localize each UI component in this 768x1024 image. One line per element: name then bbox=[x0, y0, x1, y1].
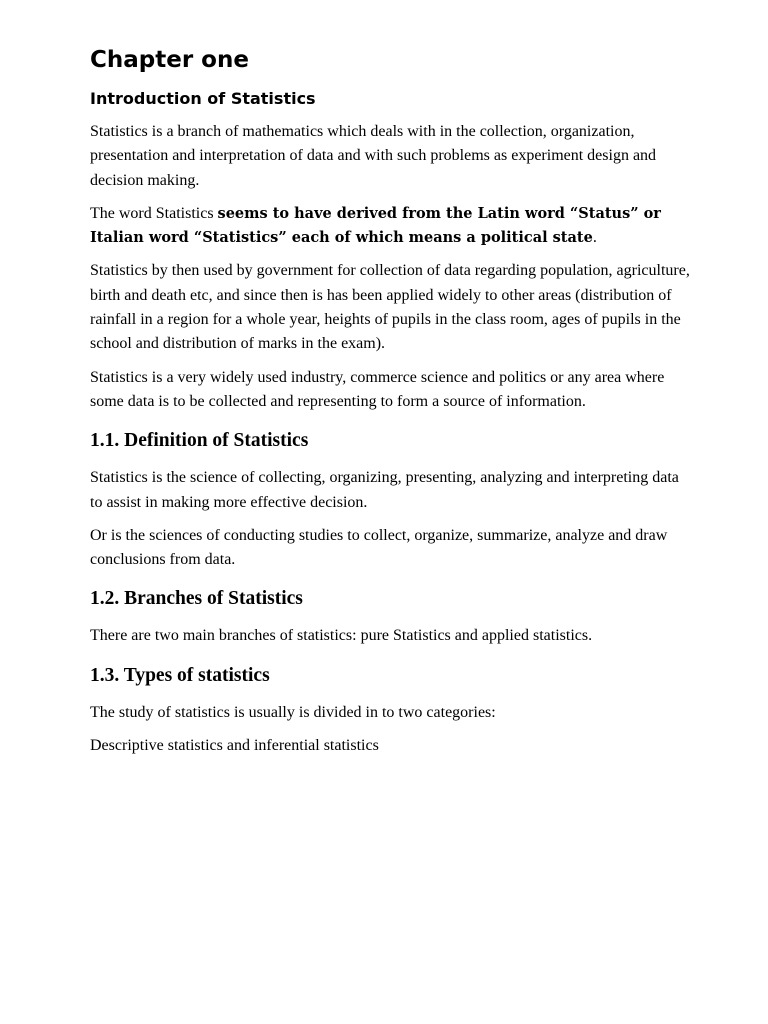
intro-paragraph-2 bbox=[90, 202, 690, 251]
section-1-1-heading: 1.1. Definition of Statistics bbox=[90, 430, 309, 452]
section-1-1-paragraph-1: Statistics is the science of collecting, organizing, presenting, analyzing and interpreting data to assist in making more effective decision. bbox=[90, 469, 679, 511]
chapter-title: Chapter one bbox=[90, 47, 249, 73]
document-page bbox=[90, 44, 690, 767]
intro-paragraph-1: Statistics is a branch of mathematics which deals with in the collection, organization, presentation and interpretation of data and with such problems as experiment design and decision making. bbox=[90, 123, 657, 189]
section-1-3-heading: 1.3. Types of statistics bbox=[90, 664, 270, 686]
section-1-1-paragraph-2: Or is the sciences of conducting studies to collect, organize, summarize, analyze and draw conclusions from data. bbox=[90, 526, 668, 569]
intro-paragraph-4: Statistics is a very widely used industry, commerce science and politics or any area where some data is to be collected and representing to form a source of information. bbox=[90, 368, 665, 410]
intro-paragraph-2-lead: The word Statistics bbox=[90, 204, 218, 222]
intro-paragraph-3: Statistics by then used by government for collection of data regarding population, agriculture, birth and death etc, and since then is has been applied widely to other areas (distribution of rainfall in a region for a whole year, heights of pupils in the class room, ages of pupils in the school and distribution of marks in the exam). bbox=[90, 262, 690, 353]
section-1-2-paragraph-1: There are two main branches of statistics: pure Statistics and applied statistics. bbox=[90, 627, 593, 645]
section-1-3-paragraph-1: The study of statistics is usually is divided in to two categories: bbox=[90, 703, 496, 721]
intro-paragraph-2-end: . bbox=[592, 229, 597, 247]
section-1-2-heading: 1.2. Branches of Statistics bbox=[90, 588, 303, 610]
intro-paragraph-2-bold: seems to have derived from the Latin word “Status” or Italian word “Statistics” each of which means a political state bbox=[90, 204, 661, 247]
intro-heading: Introduction of Statistics bbox=[90, 89, 316, 108]
section-1-3-paragraph-2: Descriptive statistics and inferential statistics bbox=[90, 737, 379, 755]
